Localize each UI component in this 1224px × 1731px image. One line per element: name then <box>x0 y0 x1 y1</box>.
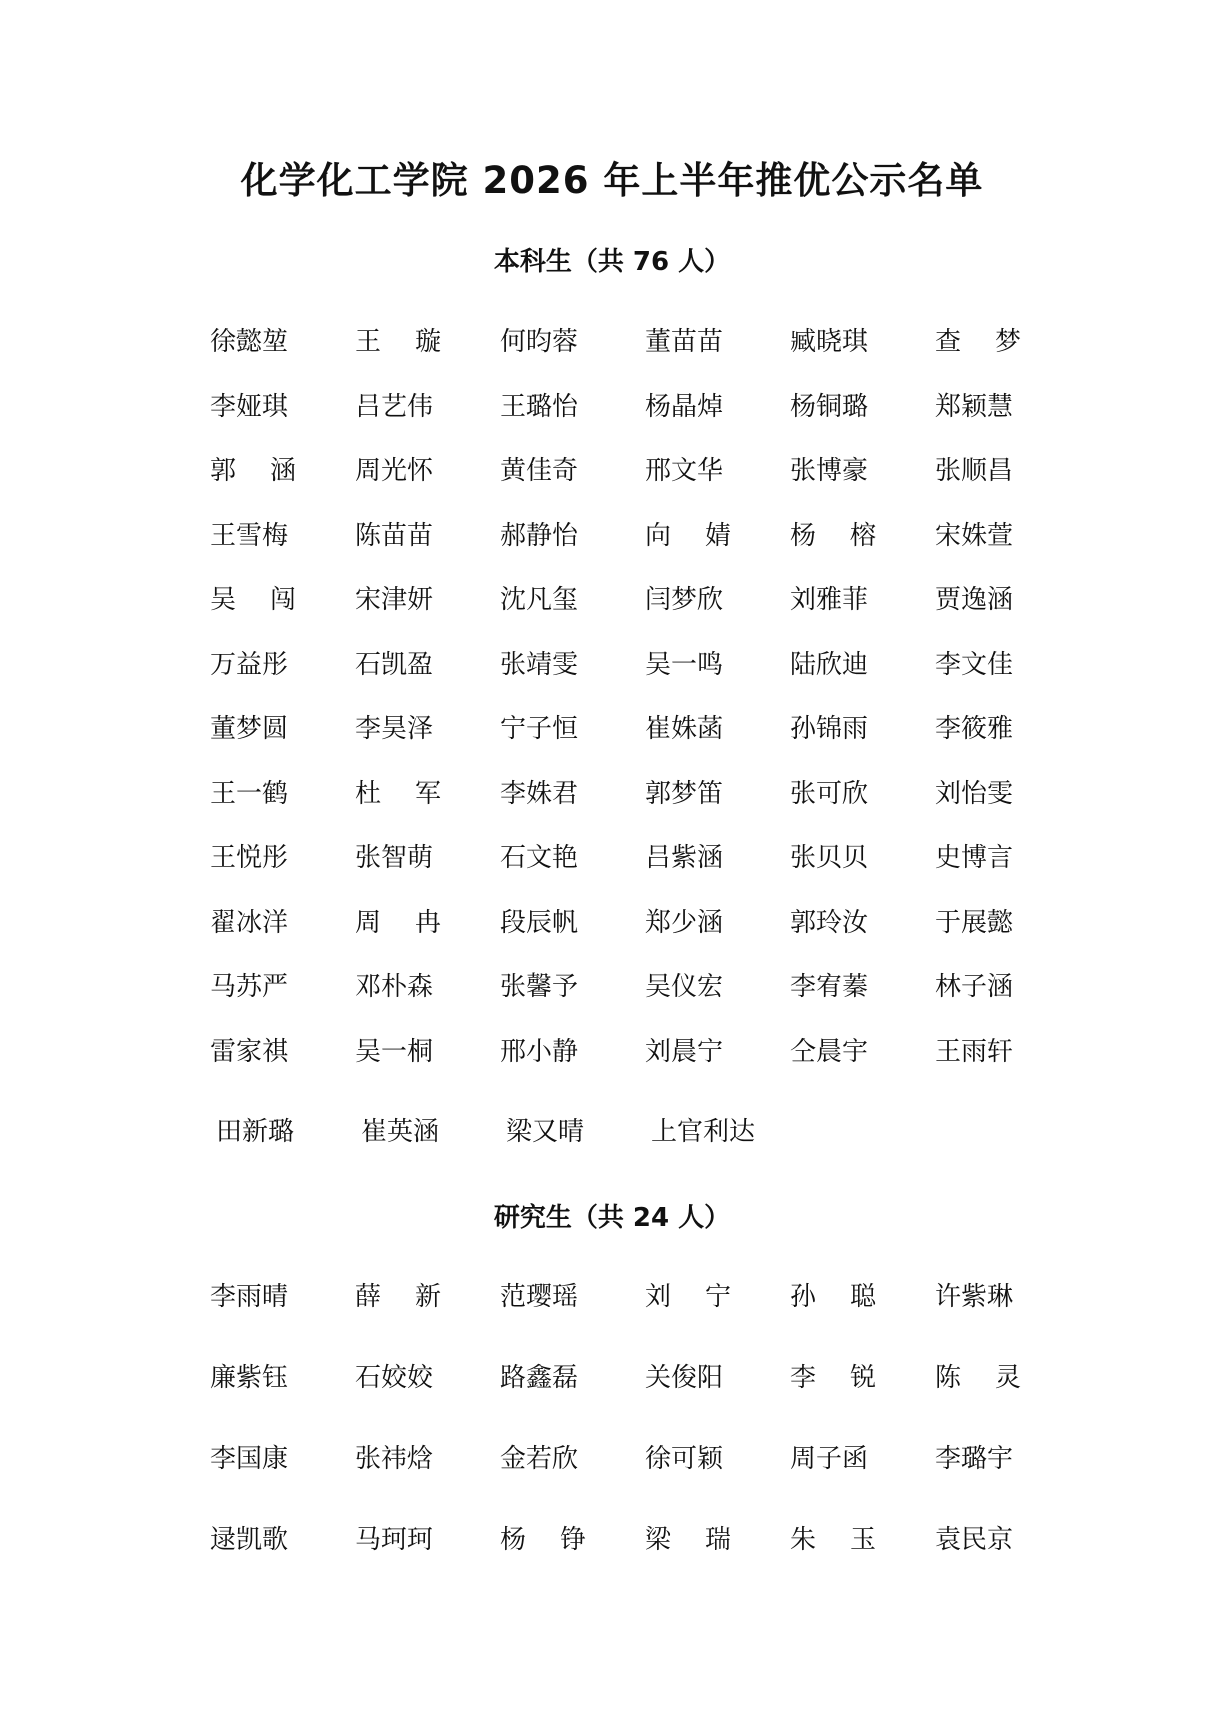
name-entry <box>935 580 1080 620</box>
document-title: 化学化工学院 2026 年上半年推优公示名单 <box>240 159 984 202</box>
name-entry <box>935 903 1080 943</box>
name-text: 王悦彤 <box>210 843 289 873</box>
name-entry <box>790 516 935 556</box>
name-entry <box>790 1277 935 1317</box>
name-text: 邢文华 <box>645 456 724 486</box>
name-entry <box>935 709 1080 749</box>
name-entry <box>645 1032 790 1072</box>
name-entry <box>361 1112 506 1152</box>
undergraduate-extra-name-row <box>216 1112 1096 1176</box>
name-entry <box>355 645 500 685</box>
name-entry <box>355 1032 500 1072</box>
name-entry <box>210 580 355 620</box>
name-entry <box>355 774 500 814</box>
name-text: 张祎焓 <box>355 1444 434 1474</box>
name-text: 贾逸涵 <box>935 585 1014 615</box>
name-text: 陆欣迪 <box>790 649 869 680</box>
name-text: 郭梦笛 <box>645 778 724 809</box>
name-text: 李文佳 <box>935 649 1014 680</box>
name-entry <box>210 774 355 814</box>
name-text: 宋津妍 <box>355 585 434 615</box>
name-entry <box>210 516 355 556</box>
name-entry <box>790 645 935 685</box>
name-text: 刘 宁 <box>645 1282 731 1312</box>
name-text: 黄佳奇 <box>500 456 579 486</box>
name-entry <box>500 838 645 878</box>
name-entry <box>935 645 1080 685</box>
name-text: 刘怡雯 <box>935 778 1014 809</box>
name-entry <box>645 1439 790 1479</box>
name-entry <box>210 967 355 1007</box>
name-text: 王一鹤 <box>210 778 289 809</box>
name-text: 段辰帆 <box>500 907 579 938</box>
name-entry <box>210 322 355 362</box>
name-entry <box>645 645 790 685</box>
name-text: 崔姝菡 <box>645 714 724 744</box>
name-entry <box>500 580 645 620</box>
name-text: 董梦圆 <box>210 714 289 744</box>
name-entry <box>355 709 500 749</box>
name-text: 杨 榕 <box>790 520 876 551</box>
name-text: 孙锦雨 <box>790 714 869 744</box>
name-entry <box>935 1520 1080 1560</box>
name-text: 李雨晴 <box>210 1282 289 1312</box>
name-text: 仝晨宇 <box>790 1036 869 1067</box>
name-text: 袁民京 <box>935 1525 1014 1555</box>
name-text: 郑颖慧 <box>935 391 1014 422</box>
name-text: 李宥蓁 <box>790 972 869 1002</box>
name-entry <box>935 1439 1080 1479</box>
name-text: 闫梦欣 <box>645 585 724 615</box>
name-entry <box>645 451 790 491</box>
name-entry <box>500 1520 645 1560</box>
name-text: 石凯盈 <box>355 649 434 680</box>
name-text: 郑少涵 <box>645 907 724 938</box>
name-text: 徐懿堃 <box>210 327 289 357</box>
name-entry <box>210 1520 355 1560</box>
name-entry <box>355 903 500 943</box>
name-entry <box>210 1439 355 1479</box>
name-text: 李璐宇 <box>935 1444 1014 1474</box>
name-entry <box>790 1032 935 1072</box>
name-entry <box>645 967 790 1007</box>
name-text: 邢小静 <box>500 1036 579 1067</box>
name-text: 张贝贝 <box>790 843 869 873</box>
name-text: 史博言 <box>935 843 1014 873</box>
name-text: 查 梦 <box>935 327 1021 357</box>
name-entry <box>355 322 500 362</box>
name-entry <box>645 516 790 556</box>
name-entry <box>935 1277 1080 1317</box>
name-entry <box>790 1520 935 1560</box>
name-text: 王 璇 <box>355 327 441 357</box>
name-entry <box>645 387 790 427</box>
name-entry <box>790 451 935 491</box>
name-entry <box>790 838 935 878</box>
name-text: 翟冰洋 <box>210 907 289 938</box>
name-text: 雷家祺 <box>210 1036 289 1067</box>
name-entry <box>500 645 645 685</box>
name-text: 薛 新 <box>355 1282 441 1312</box>
name-text: 张博豪 <box>790 456 869 486</box>
name-text: 邓朴森 <box>355 972 434 1002</box>
name-entry <box>790 774 935 814</box>
name-text: 崔英涵 <box>361 1117 440 1147</box>
name-text: 王璐怡 <box>500 391 579 422</box>
name-text: 范璎瑶 <box>500 1282 579 1312</box>
name-text: 路鑫磊 <box>500 1363 579 1393</box>
undergraduate-heading: 本科生（共 76 人） <box>493 247 731 277</box>
name-text: 朱 玉 <box>790 1525 876 1555</box>
name-entry <box>645 1358 790 1398</box>
name-entry <box>500 387 645 427</box>
name-entry <box>790 1439 935 1479</box>
name-entry <box>355 838 500 878</box>
name-entry <box>935 774 1080 814</box>
name-text: 周子函 <box>790 1444 869 1474</box>
name-text: 马珂珂 <box>355 1525 434 1555</box>
name-text: 张可欣 <box>790 778 869 809</box>
name-entry <box>210 1032 355 1072</box>
name-entry <box>645 774 790 814</box>
name-entry <box>651 1112 796 1152</box>
name-text: 许紫琳 <box>935 1282 1014 1312</box>
name-entry <box>790 1358 935 1398</box>
name-text: 郭玲汝 <box>790 907 869 938</box>
name-entry <box>935 451 1080 491</box>
name-entry <box>210 645 355 685</box>
name-text: 金若欣 <box>500 1444 579 1474</box>
name-text: 张智萌 <box>355 843 434 873</box>
name-text: 陈苗苗 <box>355 520 434 551</box>
name-text: 徐可颖 <box>645 1444 724 1474</box>
name-entry <box>355 451 500 491</box>
name-text: 吴 闯 <box>210 585 296 615</box>
name-text: 王雪梅 <box>210 520 289 551</box>
name-entry <box>935 967 1080 1007</box>
name-text: 梁 瑞 <box>645 1525 731 1555</box>
name-entry <box>216 1112 361 1152</box>
name-entry <box>790 967 935 1007</box>
name-text: 何昀蓉 <box>500 327 579 357</box>
name-entry <box>500 516 645 556</box>
name-entry <box>935 322 1080 362</box>
name-entry <box>790 580 935 620</box>
name-text: 李昊泽 <box>355 714 434 744</box>
name-text: 马苏严 <box>210 972 289 1002</box>
name-text: 郝静怡 <box>500 520 579 551</box>
name-text: 李娅琪 <box>210 391 289 422</box>
name-entry <box>355 1277 500 1317</box>
name-entry <box>355 516 500 556</box>
name-entry <box>645 709 790 749</box>
name-text: 郭 涵 <box>210 456 296 486</box>
name-text: 田新璐 <box>216 1117 295 1147</box>
name-text: 陈 灵 <box>935 1363 1021 1393</box>
name-text: 李国康 <box>210 1444 289 1474</box>
name-entry <box>935 516 1080 556</box>
name-text: 宋姝萱 <box>935 520 1014 551</box>
name-entry <box>645 903 790 943</box>
name-text: 吴一桐 <box>355 1036 434 1067</box>
name-text: 逯凯歌 <box>210 1525 289 1555</box>
name-entry <box>500 903 645 943</box>
name-entry <box>355 580 500 620</box>
name-entry <box>790 387 935 427</box>
name-text: 梁又晴 <box>506 1117 585 1147</box>
graduate-name-grid <box>210 1277 1090 1601</box>
name-entry <box>500 967 645 1007</box>
name-text: 张馨予 <box>500 972 579 1002</box>
name-entry <box>355 1520 500 1560</box>
name-entry <box>210 903 355 943</box>
name-text: 林子涵 <box>935 972 1014 1002</box>
name-text: 廉紫钰 <box>210 1363 289 1393</box>
name-entry <box>935 838 1080 878</box>
name-entry <box>790 709 935 749</box>
name-text: 臧晓琪 <box>790 327 869 357</box>
name-entry <box>500 451 645 491</box>
name-entry <box>500 322 645 362</box>
name-text: 张顺昌 <box>935 456 1014 486</box>
name-text: 刘雅菲 <box>790 585 869 615</box>
name-entry <box>645 580 790 620</box>
name-entry <box>790 903 935 943</box>
name-text: 杨铜璐 <box>790 391 869 422</box>
name-entry <box>500 709 645 749</box>
name-text: 王雨轩 <box>935 1036 1014 1067</box>
name-text: 张靖雯 <box>500 649 579 680</box>
name-entry <box>500 774 645 814</box>
name-entry <box>210 387 355 427</box>
name-entry <box>210 451 355 491</box>
name-text: 刘晨宁 <box>645 1036 724 1067</box>
name-text: 孙 聪 <box>790 1282 876 1312</box>
name-text: 李姝君 <box>500 778 579 809</box>
name-entry <box>500 1439 645 1479</box>
name-text: 周光怀 <box>355 456 434 486</box>
name-entry <box>790 322 935 362</box>
undergraduate-name-grid <box>210 322 1090 1096</box>
name-entry <box>500 1032 645 1072</box>
name-entry <box>935 1032 1080 1072</box>
name-text: 石文艳 <box>500 843 579 873</box>
name-entry <box>210 709 355 749</box>
name-text: 上官利达 <box>651 1117 756 1147</box>
name-text: 杨 铮 <box>500 1525 586 1555</box>
name-text: 石姣姣 <box>355 1363 434 1393</box>
name-entry <box>506 1112 651 1152</box>
name-text: 向 婧 <box>645 520 731 551</box>
name-text: 杨晶焯 <box>645 391 724 422</box>
name-entry <box>355 1358 500 1398</box>
name-entry <box>355 387 500 427</box>
name-text: 关俊阳 <box>645 1363 724 1393</box>
name-entry <box>935 1358 1080 1398</box>
name-text: 杜 军 <box>355 778 441 809</box>
name-text: 沈凡玺 <box>500 585 579 615</box>
name-entry <box>500 1358 645 1398</box>
name-text: 吕紫涵 <box>645 843 724 873</box>
name-text: 董苗苗 <box>645 327 724 357</box>
name-text: 宁子恒 <box>500 714 579 744</box>
name-text: 周 冉 <box>355 907 441 938</box>
name-entry <box>210 1277 355 1317</box>
name-entry <box>500 1277 645 1317</box>
name-text: 吕艺伟 <box>355 391 434 422</box>
name-entry <box>355 967 500 1007</box>
name-entry <box>645 838 790 878</box>
name-text: 吴仪宏 <box>645 972 724 1002</box>
name-entry <box>935 387 1080 427</box>
graduate-heading: 研究生（共 24 人） <box>493 1203 731 1233</box>
name-entry <box>355 1439 500 1479</box>
name-entry <box>645 322 790 362</box>
name-entry <box>645 1520 790 1560</box>
name-text: 于展懿 <box>935 907 1014 938</box>
name-text: 李筱雅 <box>935 714 1014 744</box>
name-text: 吴一鸣 <box>645 649 724 680</box>
name-text: 李 锐 <box>790 1363 876 1393</box>
name-text: 万益彤 <box>210 649 289 680</box>
name-entry <box>210 1358 355 1398</box>
name-entry <box>210 838 355 878</box>
name-entry <box>645 1277 790 1317</box>
